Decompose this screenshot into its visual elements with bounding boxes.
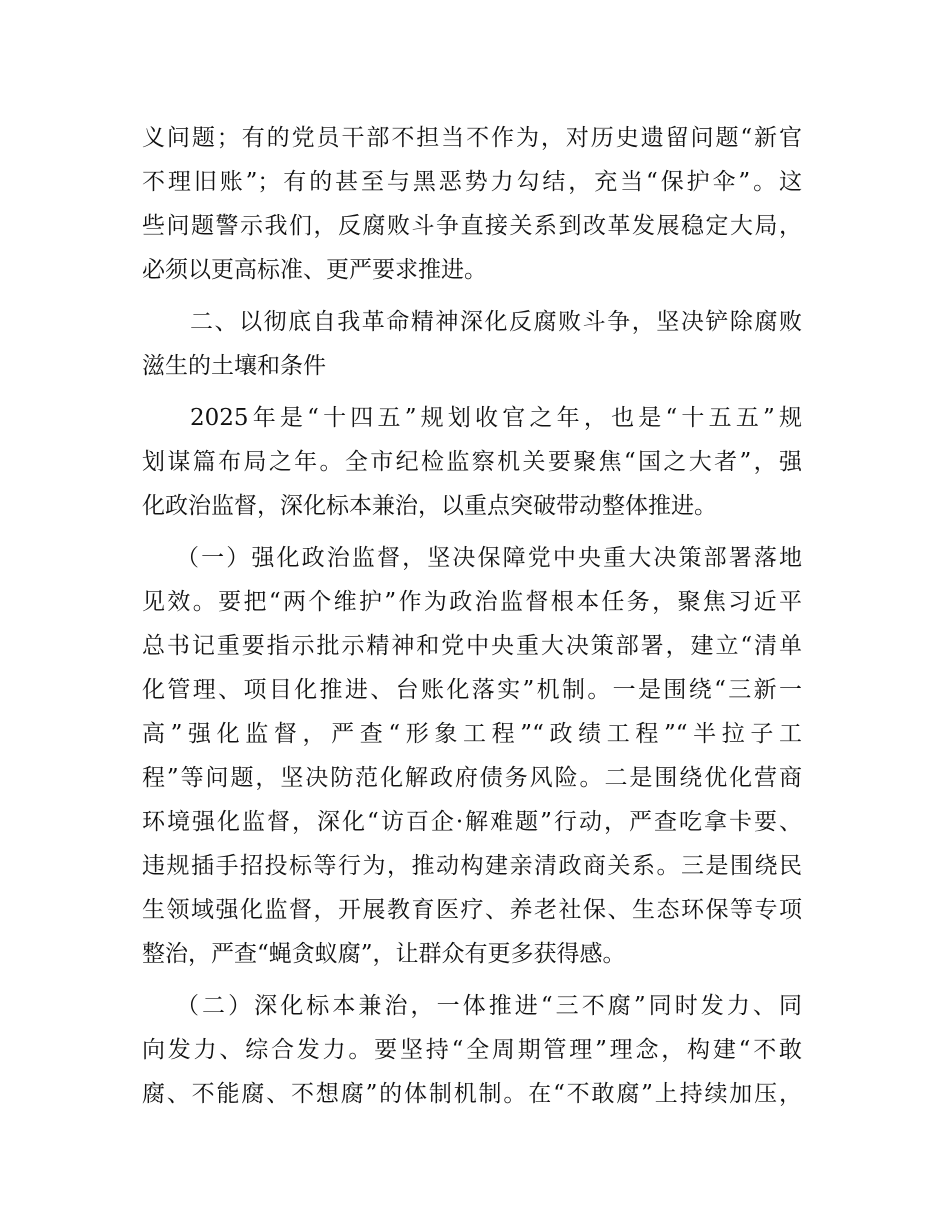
- text-line: 高”强化监督，严查“形象工程”“政绩工程”“半拉子工: [142, 721, 802, 747]
- text-line: 整治，严查“蝇贪蚁腐”，让群众有更多获得感。: [142, 941, 626, 967]
- section-heading-2: [142, 300, 802, 388]
- text-line: 环境强化监督，深化“访百企·解难题”行动，严查吃拿卡要、: [142, 809, 802, 835]
- paragraph-spacer: [142, 976, 802, 984]
- text-line: 程”等问题，坚决防范化解政府债务风险。二是围绕优化营商: [142, 765, 802, 791]
- paragraph-spacer: [142, 388, 802, 396]
- text-line: 违规插手招投标等行为，推动构建亲清政商关系。三是围绕民: [142, 853, 802, 879]
- text-line: 必须以更高标准、更严要求推进。: [142, 257, 487, 283]
- text-line: 见效。要把“两个维护”作为政治监督根本任务，聚焦习近平: [142, 589, 802, 615]
- text-line: 化管理、项目化推进、台账化落实”机制。一是围绕“三新一: [142, 677, 802, 703]
- paragraph-spacer: [142, 292, 802, 300]
- text-line: 向发力、综合发力。要坚持“全周期管理”理念，构建“不敢: [142, 1037, 802, 1063]
- text-line: （一）强化政治监督，坚决保障党中央重大决策部署落地: [176, 545, 802, 571]
- text-line: （二）深化标本兼治，一体推进“三不腐”同时发力、同: [176, 993, 802, 1019]
- text-line: 2025年是“十四五”规划收官之年，也是“十五五”规: [190, 405, 802, 431]
- paragraph-5: [142, 984, 802, 1116]
- paragraph-spacer: [142, 528, 802, 536]
- text-line: 腐、不能腐、不想腐”的体制机制。在“不敢腐”上持续加压，: [142, 1081, 802, 1107]
- document-body: [142, 116, 802, 1116]
- heading-line: 滋生的土壤和条件: [142, 353, 326, 379]
- text-line: 生领域强化监督，开展教育医疗、养老社保、生态环保等专项: [142, 897, 802, 923]
- paragraph-1: [142, 116, 802, 292]
- paragraph-3: [142, 396, 802, 528]
- text-line: 不理旧账”；有的甚至与黑恶势力勾结，充当“保护伞”。这: [142, 169, 802, 195]
- heading-line: 二、以彻底自我革命精神深化反腐败斗争，坚决铲除腐败: [190, 309, 802, 335]
- text-line: 总书记重要指示批示精神和党中央重大决策部署，建立“清单: [142, 633, 802, 659]
- text-line: 些问题警示我们，反腐败斗争直接关系到改革发展稳定大局，: [142, 213, 802, 239]
- paragraph-4: [142, 536, 802, 976]
- text-line: 义问题；有的党员干部不担当不作为，对历史遗留问题“新官: [142, 125, 802, 151]
- text-line: 划谋篇布局之年。全市纪检监察机关要聚焦“国之大者”，强: [142, 449, 802, 475]
- text-line: 化政治监督，深化标本兼治，以重点突破带动整体推进。: [142, 493, 717, 519]
